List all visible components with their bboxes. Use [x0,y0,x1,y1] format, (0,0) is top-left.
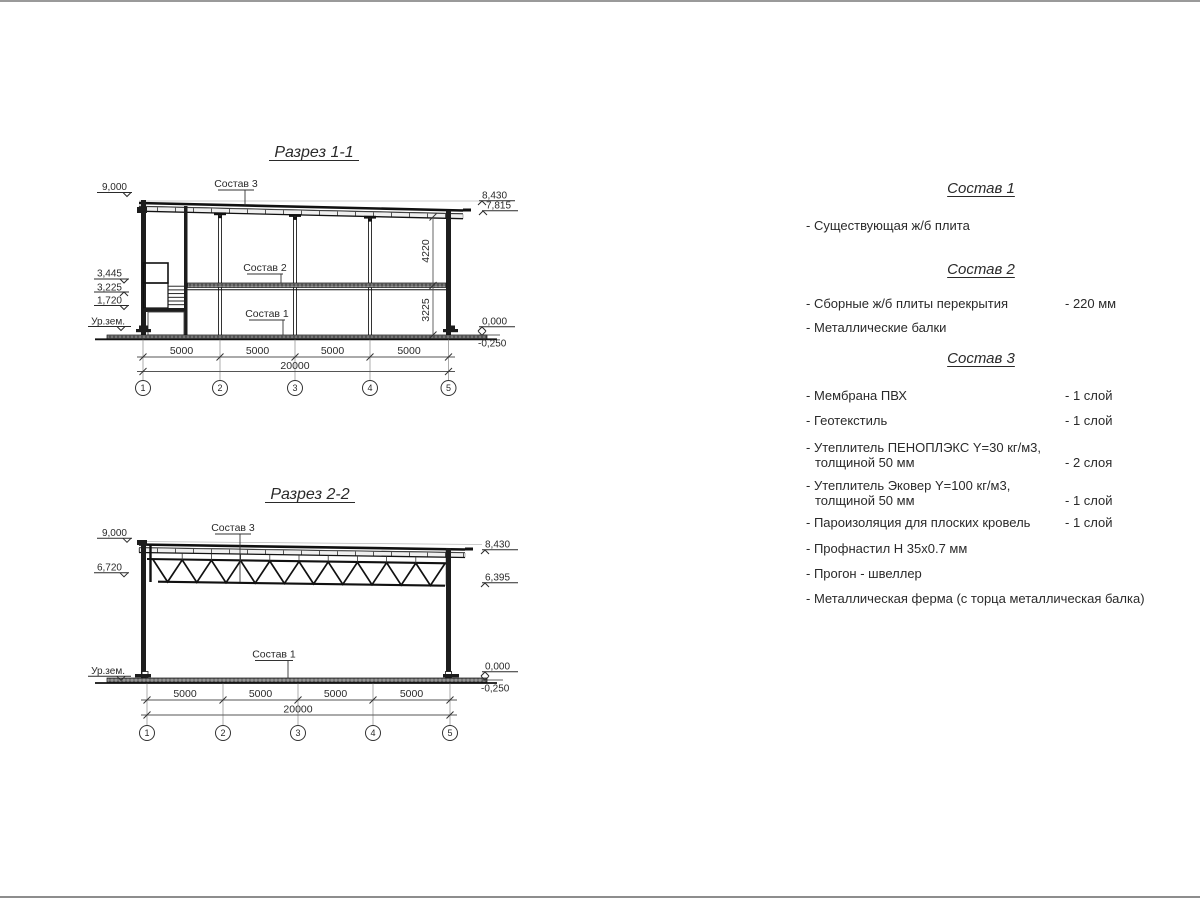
axis-5: 5 [445,383,452,393]
bay-dim: 5000 [399,688,424,700]
right-elevation-marks [481,540,518,695]
section-2-2-title: Разрез 2-2 [270,486,350,503]
axis-1: 1 [144,728,150,738]
axis-bubbles [140,726,458,741]
axis-4: 4 [367,383,373,393]
right-elevation-marks [478,191,518,350]
left-elevation-marks [88,182,132,331]
horizontal-dimensions [137,340,455,381]
elev-3445: 3,445 [96,268,122,280]
section-2-2-drawing [85,485,525,750]
roof-assembly [139,203,471,219]
axis-2: 2 [220,728,226,738]
floor-slab [188,283,447,290]
list-item: - Утеплитель Эковер Y=100 кг/м3, толщиной 50 мм - 1 слой [806,478,1113,508]
list-item: - Металлические балки [806,320,947,335]
page-bottom-border [0,896,1200,898]
bay-dim: 5000 [169,345,194,357]
total-dim: 20000 [280,360,310,372]
list-item: - Утеплитель ПЕНОПЛЭКС Y=30 кг/м3, толщиной 50 мм - 2 слоя [806,440,1113,470]
sostav3-label: Состав 3 [211,522,255,534]
bay-dim: 5000 [397,345,421,357]
axis-2: 2 [217,383,223,393]
elev-0000: 0,000 [485,661,511,673]
vdim-3225: 3225 [420,298,432,322]
bay-dim: 5000 [320,345,345,357]
vertical-dimensions [420,214,437,339]
elev-minus-0250: -0,250 [478,338,507,350]
axis-5: 5 [447,728,453,738]
total-dim: 20000 [283,703,313,716]
axis-4: 4 [370,728,376,738]
axis-3: 3 [295,728,301,738]
elev-8430: 8,430 [482,190,508,202]
sostav2-label: Состав 2 [243,262,287,274]
list-item: - Сборные ж/б плиты перекрытия - 220 мм [806,296,1117,311]
leader-labels [214,178,289,335]
list-item: - Мембрана ПВХ - 1 слой [806,388,1113,403]
elev-9000: 9,000 [101,528,127,539]
composition-lists [806,170,1156,640]
list-item: - Пароизоляция для плоских кровель - 1 слой [806,515,1113,530]
list-item: - Прогон - швеллер [806,566,922,581]
list-item: - Профнастил Н 35х0.7 мм [806,541,968,556]
ground-and-footings [95,674,497,683]
sostav1-label: Состав 1 [245,308,289,320]
axis-bubbles [136,381,457,396]
sostav2-heading: Состав 2 [947,261,1015,278]
sostav1-heading: Состав 1 [947,180,1015,197]
elev-6395: 6,395 [485,572,511,584]
axis-3: 3 [292,383,298,393]
sostav1-label: Состав 1 [252,648,296,661]
axis-1: 1 [140,383,146,393]
list-item: - Существующая ж/б плита [806,218,970,233]
section-1-1-title: Разрез 1-1 [274,144,354,161]
elev-1720: 1,720 [96,295,122,307]
horizontal-dimensions [141,684,457,726]
elev-minus-0250: -0,250 [481,683,510,695]
page-top-border [0,0,1200,2]
bay-dim: 5000 [173,688,197,700]
list-item: - Металлическая ферма (с торца металлическая балка) [806,591,1145,606]
sostav3-heading: Состав 3 [947,350,1015,367]
sostav3-label: Состав 3 [214,178,258,190]
ground-level-label: Ур.зем. [91,316,125,328]
elev-8430: 8,430 [485,539,511,551]
list-item: - Геотекстиль - 1 слой [806,413,1113,428]
staircase [144,263,185,335]
elev-0000: 0,000 [482,316,508,328]
elev-3225: 3,225 [96,282,122,294]
bay-dim: 5000 [323,688,348,700]
bay-dim: 5000 [248,688,273,700]
left-elevation-marks [88,528,132,680]
roof-assembly [139,545,473,558]
vdim-4220: 4220 [420,239,432,263]
elev-7815: 7,815 [486,200,512,212]
ground-level-label: Ур.зем. [91,666,125,677]
elev-9000: 9,000 [101,182,127,193]
section-1-1-drawing [85,140,525,405]
elev-6720: 6,720 [96,562,122,574]
bay-dim: 5000 [245,345,270,357]
